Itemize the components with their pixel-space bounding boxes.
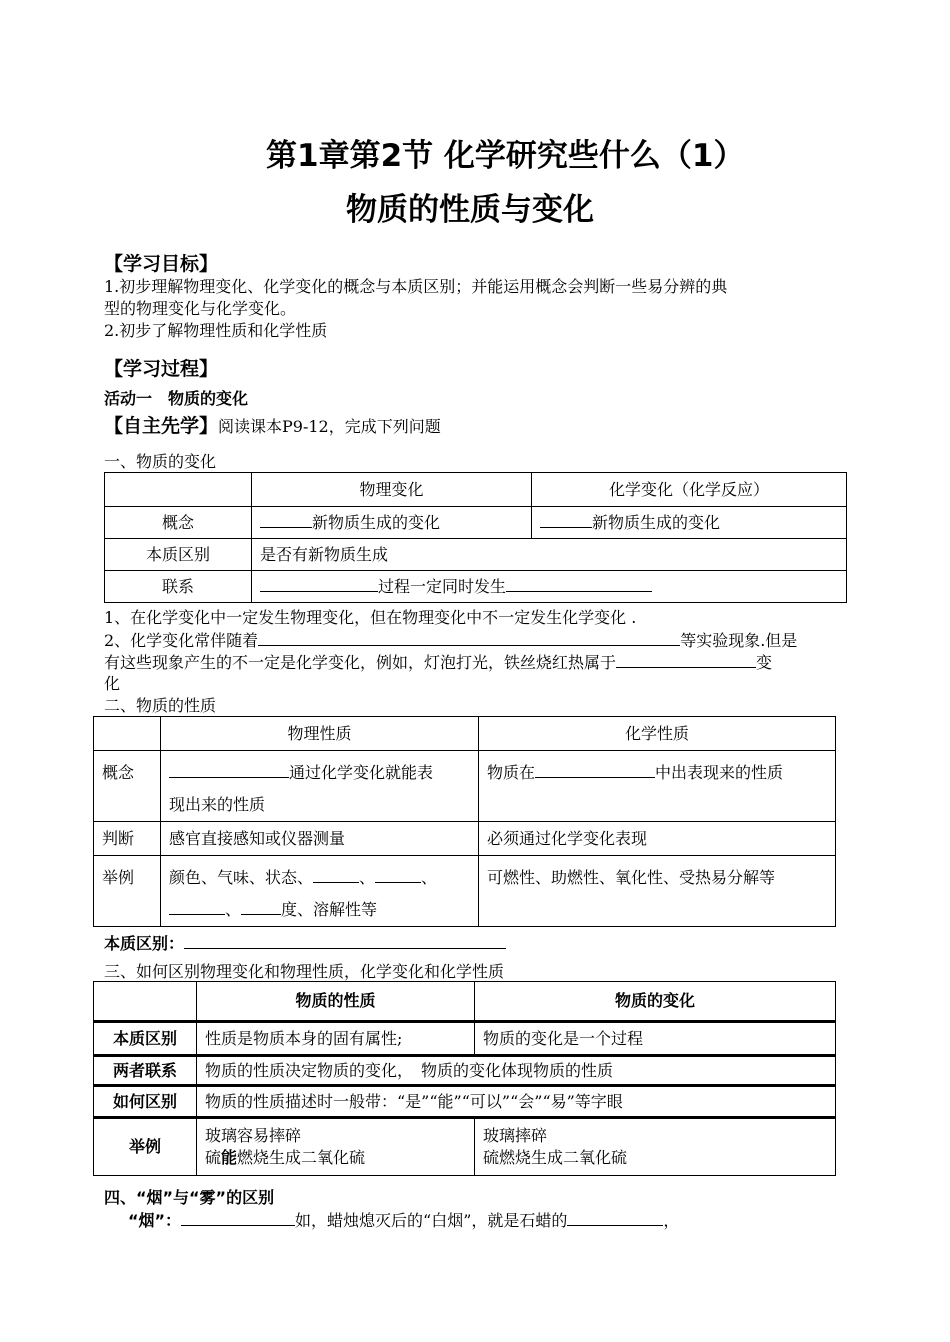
blank[interactable] (313, 866, 359, 883)
property-concept-chem: 物质在 中出表现来的性质 (479, 751, 836, 822)
change-link-value: 过程一定同时发生 (252, 571, 847, 603)
goal-item-1a: 1.初步理解物理变化、化学变化的概念与本质区别；并能运用概念会判断一些易分辨的典 (104, 277, 728, 296)
blank[interactable] (241, 898, 281, 915)
page-subtitle: 物质的性质与变化 (346, 192, 594, 228)
property-table (93, 716, 836, 927)
property-col-chem: 化学性质 (479, 717, 836, 751)
self-study-line (104, 411, 441, 438)
blank[interactable] (260, 575, 378, 592)
change-table-corner (105, 473, 252, 507)
activity-title: 活动一 物质的变化 (104, 389, 249, 408)
section3-title: 三、如何区别物理变化和物理性质，化学变化和化学性质 (104, 962, 505, 981)
property-judge-chem: 必须通过化学变化表现 (479, 822, 836, 856)
blank[interactable] (506, 575, 652, 592)
compare-table (93, 981, 836, 1176)
property-row-judge: 判断 (94, 822, 161, 856)
section1-note-1: 1、在化学变化中一定发生物理变化，但在物理变化中不一定发生化学变化 . (104, 608, 637, 627)
section1-note-2b: 有这些现象产生的不一定是化学变化，例如，灯泡打光，铁丝烧红热属于 变 (104, 653, 773, 672)
compare-link-value: 物质的性质决定物质的变化， 物质的变化体现物质的性质 (197, 1056, 836, 1086)
property-col-phys: 物理性质 (161, 717, 479, 751)
change-row-link: 联系 (105, 571, 252, 603)
property-judge-phys: 感官直接感知或仪器测量 (161, 822, 479, 856)
blank[interactable] (616, 651, 756, 668)
property-table-corner (94, 717, 161, 751)
compare-col-prop: 物质的性质 (197, 982, 475, 1022)
compare-row-link: 两者联系 (94, 1056, 197, 1086)
change-row-concept: 概念 (105, 507, 252, 539)
compare-col-change: 物质的变化 (475, 982, 836, 1022)
blank[interactable] (169, 761, 289, 778)
property-example-phys: 颜色、气味、状态、 、 、 、 度、溶解性等 (161, 856, 479, 927)
compare-row-how: 如何区别 (94, 1086, 197, 1118)
compare-table-corner (94, 982, 197, 1022)
compare-essence-change: 物质的变化是一个过程 (475, 1022, 836, 1056)
goals-header: 【学习目标】 (104, 253, 219, 275)
section4-title: 四、“烟”与“雾”的区别 (104, 1188, 275, 1207)
blank[interactable] (169, 898, 225, 915)
blank[interactable] (258, 629, 680, 646)
self-study-tag: 【自主先学】 (104, 415, 219, 437)
compare-essence-prop: 性质是物质本身的固有属性; (197, 1022, 475, 1056)
section1-title: 一、物质的变化 (104, 452, 217, 471)
blank[interactable] (260, 511, 312, 528)
blank[interactable] (535, 761, 655, 778)
blank[interactable] (540, 511, 592, 528)
goal-item-1b: 型的物理变化与化学变化。 (104, 299, 297, 318)
compare-row-example: 举例 (94, 1118, 197, 1176)
smoke-line: “烟”： 如，蜡烛熄灭后的“白烟”，就是石蜡的 ， (128, 1211, 680, 1230)
section2-title: 二、物质的性质 (104, 696, 217, 715)
property-example-chem: 可燃性、助燃性、氧化性、受热易分解等 (479, 856, 836, 927)
compare-how-value: 物质的性质描述时一般带：“是”“能”“可以”“会”“易”等字眼 (197, 1086, 836, 1118)
property-row-example: 举例 (94, 856, 161, 927)
change-concept-chem: 新物质生成的变化 (532, 507, 847, 539)
change-col-phys: 物理变化 (252, 473, 532, 507)
goal-item-2: 2.初步了解物理性质和化学性质 (104, 321, 328, 340)
change-row-essence: 本质区别 (105, 539, 252, 571)
page-title: 第1章第2节 化学研究些什么（1） (266, 138, 745, 174)
change-col-chem: 化学变化（化学反应） (532, 473, 847, 507)
property-concept-phys: 通过化学变化就能表 现出来的性质 (161, 751, 479, 822)
section1-note-2a: 2、化学变化常伴随着 等实验现象.但是 (104, 631, 798, 650)
blank[interactable] (181, 1209, 295, 1226)
blank[interactable] (375, 866, 421, 883)
change-concept-phys: 新物质生成的变化 (252, 507, 532, 539)
compare-row-essence: 本质区别 (94, 1022, 197, 1056)
change-essence-value: 是否有新物质生成 (252, 539, 847, 571)
essence-line: 本质区别： (104, 931, 506, 954)
property-row-concept: 概念 (94, 751, 161, 822)
change-table (104, 472, 847, 603)
process-header: 【学习过程】 (104, 358, 219, 380)
blank[interactable] (184, 932, 506, 949)
compare-example-prop: 玻璃容易摔碎 硫能燃烧生成二氧化硫 (197, 1118, 475, 1176)
section1-note-2c: 化 (104, 674, 121, 693)
self-study-text: 阅读课本P9-12，完成下列问题 (218, 417, 441, 436)
blank[interactable] (567, 1209, 663, 1226)
compare-example-change: 玻璃摔碎 硫燃烧生成二氧化硫 (475, 1118, 836, 1176)
